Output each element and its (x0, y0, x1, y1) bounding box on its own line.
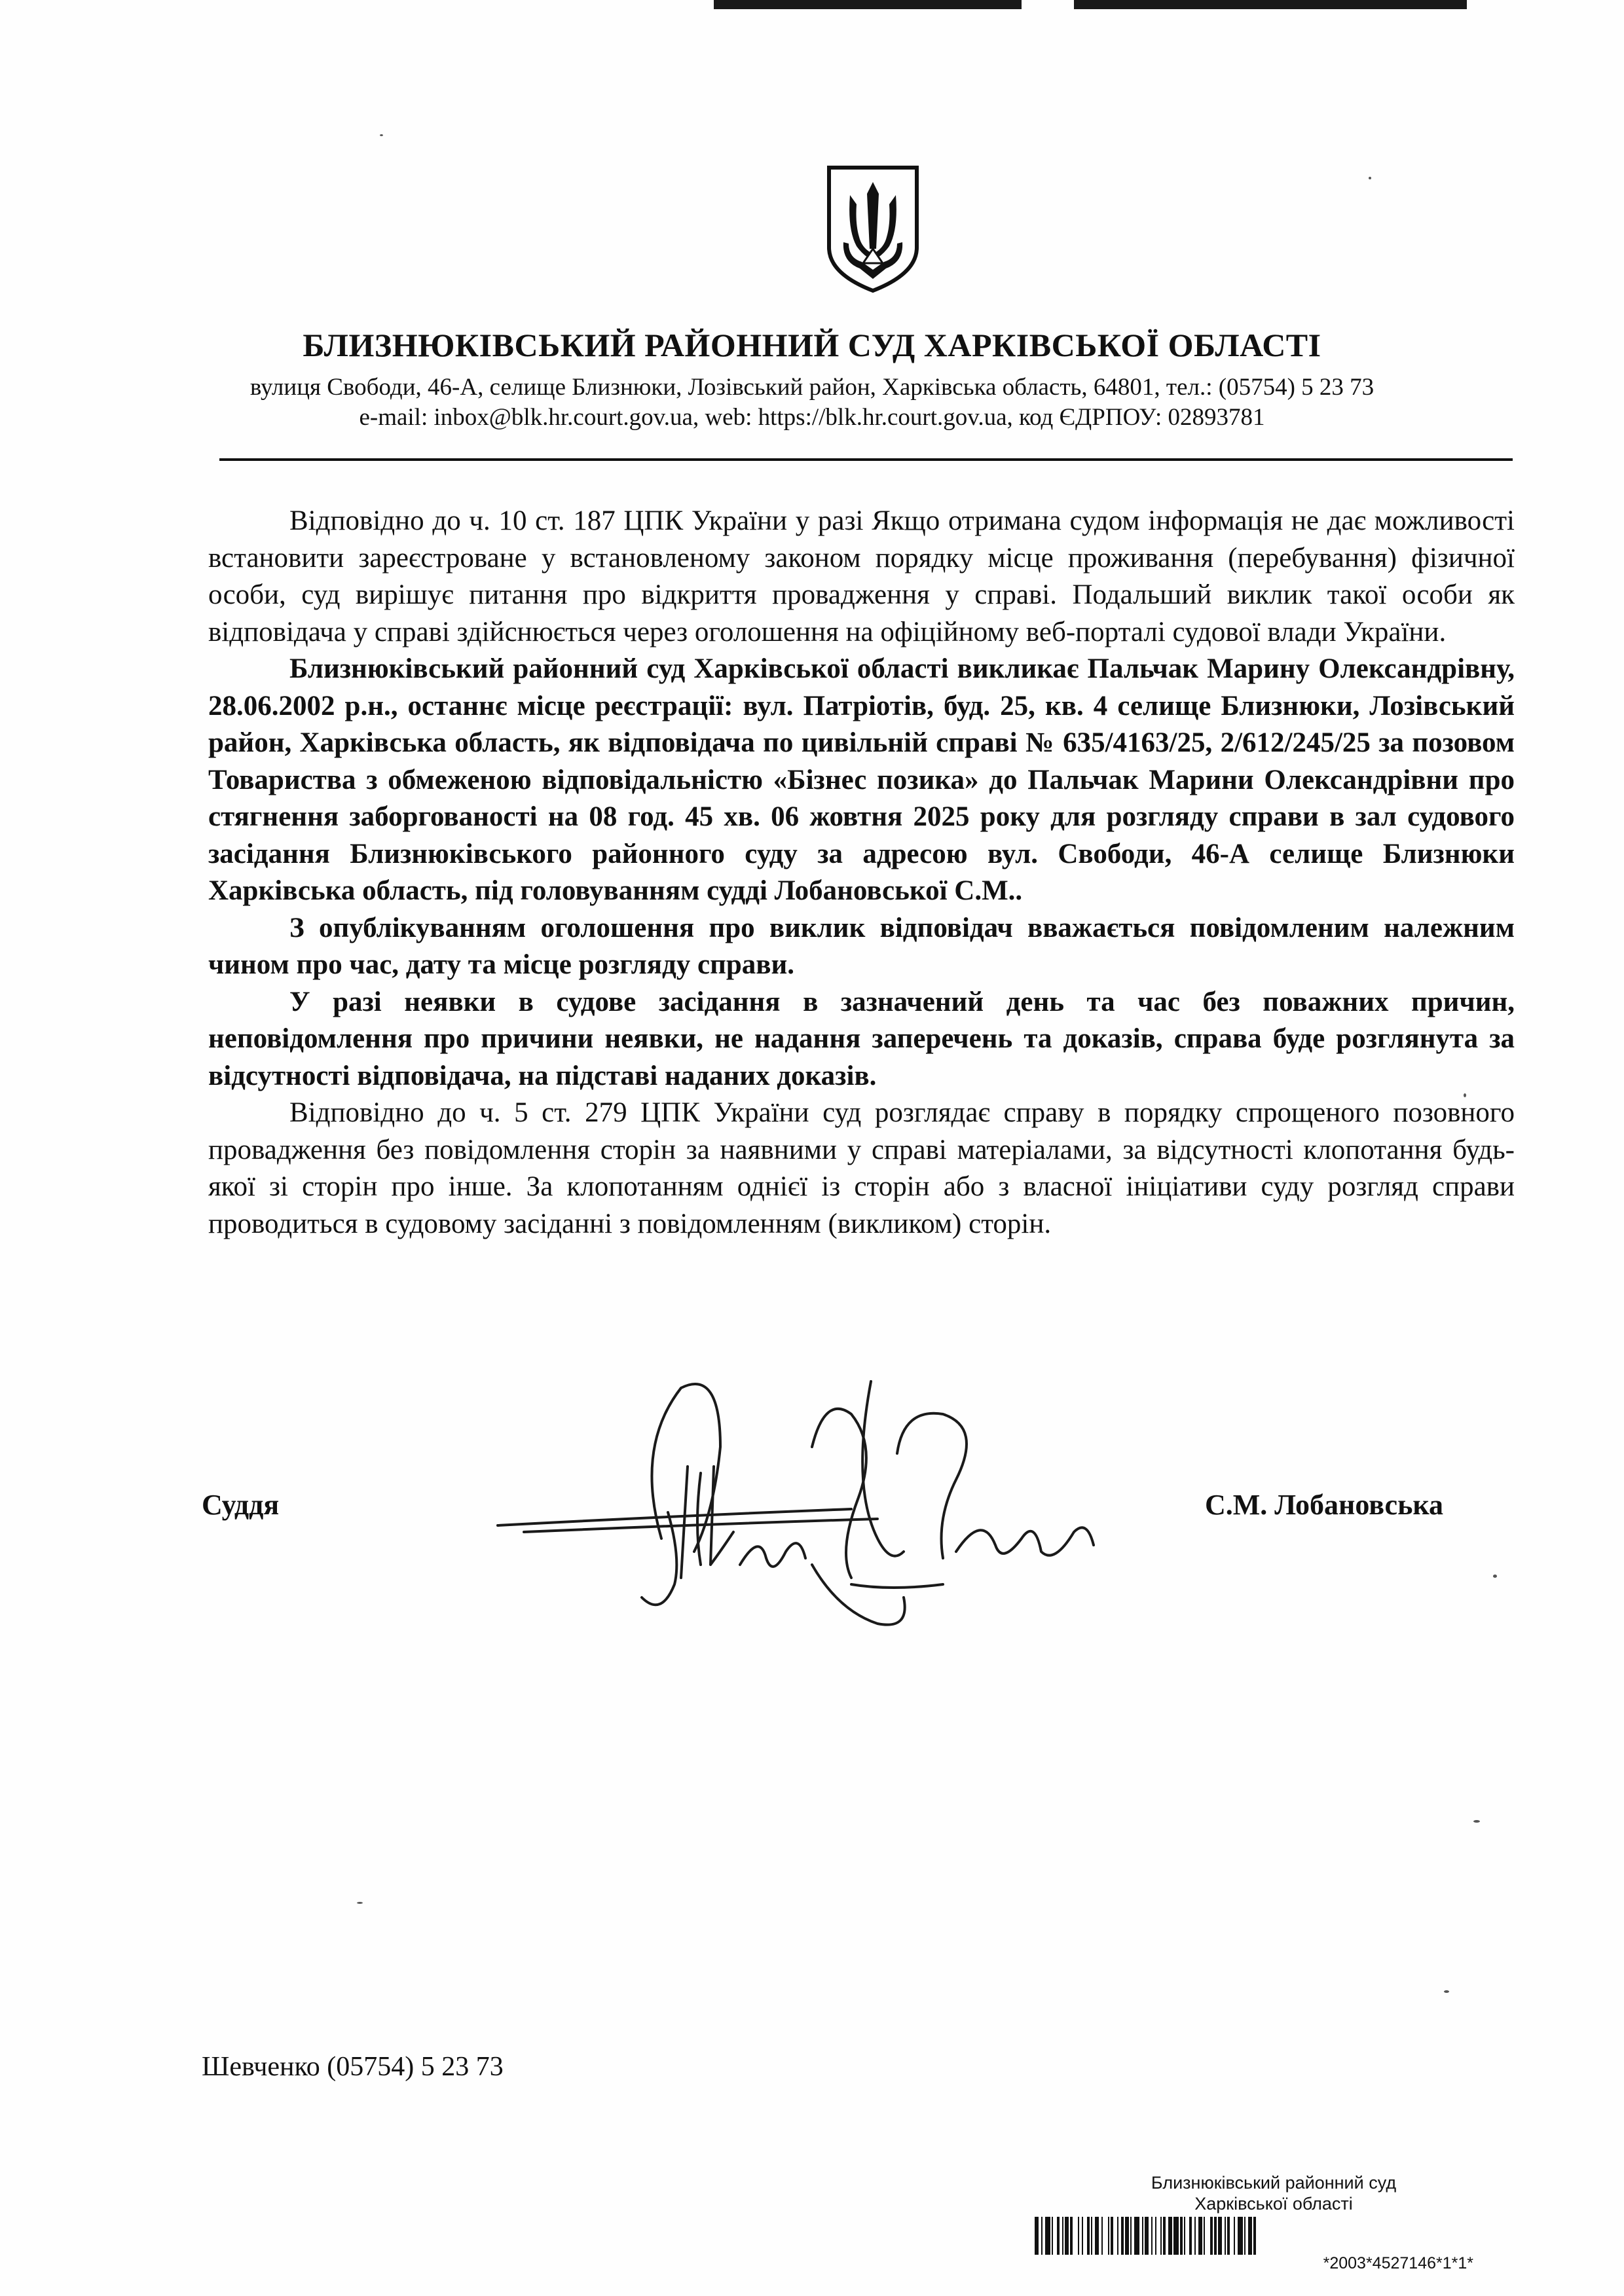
scan-speck (357, 1902, 363, 1904)
executor-contact: Шевченко (05754) 5 23 73 (202, 2052, 504, 2082)
court-name-heading: БЛИЗНЮКІВСЬКИЙ РАЙОННИЙ СУД ХАРКІВСЬКОЇ ОБЛАСТІ (303, 327, 1321, 363)
scan-speck (1473, 1820, 1480, 1823)
paragraph-legal-basis: Відповідно до ч. 10 ст. 187 ЦПК України у разі Якщо отримана судом інформація не дає можливості встановити зареєстроване у встановленому законом порядку місце проживання (перебування) фізичної особи, суд вирішує питання про відкриття провадження у справі. Подальший виклик такої особи як відповідача у справі здійснюється через оголошення на офіційному веб-порталі судової влади України. (208, 505, 1515, 647)
barcode-bar (1134, 2217, 1139, 2255)
stamp-court-name: Близнюківський районний суд (1151, 2173, 1397, 2193)
barcode-bar (1173, 2217, 1179, 2255)
scan-speck (1493, 1575, 1497, 1578)
paragraph-publication-notice: З опублікуванням оголошення про виклик відповідач вважається повідомленим належним чином про час, дату та місце розгляду справи. (208, 912, 1515, 980)
notice-body (208, 503, 1515, 1243)
barcode-bar (1238, 2217, 1243, 2255)
scan-speck (1464, 1093, 1466, 1097)
scan-speck (1369, 177, 1371, 179)
handwritten-signature (485, 1368, 1113, 1656)
scan-edge-mark-left (714, 0, 1022, 9)
stamp-region: Харківської області (1194, 2194, 1353, 2214)
paragraph-summons: Близнюківський районний суд Харківської області викликає Пальчак Марину Олександрівну, 28.06.2002 р.н., останнє місце реєстрації: вул. Патріотів, буд. 25, кв. 4 селище Близнюки, Лозівський район, Харківська область, як відповідача по цивільній справі № 635/4163/25, 2/612/245/25 за позовом Товариства з обмеженою відповідальністю «Бізнес позика» до Пальчак Марини Олександрівни про стягнення заборгованості на 08 год. 45 хв. 06 жовтня 2025 року для розгляду справи в зал судового засідання Близнюківського районного суду за адресою вул. Свободи, 46-А селище Близнюки Харківська область, під головуванням судді Лобановської С.М.. (208, 653, 1515, 906)
scan-speck (1444, 1990, 1449, 1993)
trident-coat-of-arms-icon (824, 164, 922, 295)
header-divider (219, 458, 1513, 461)
scan-speck (380, 134, 383, 136)
barcode-bar (1256, 2217, 1257, 2255)
paragraph-simplified-procedure: Відповідно до ч. 5 ст. 279 ЦПК України суд розглядає справу в порядку спрощеного позовного провадження без повідомлення сторін за наявними у справі матеріалами, за відсутності клопотання будь-якої зі сторін про інше. За клопотанням однієї із сторін або з власної ініціативи суду розгляд справи проводиться в судовому засіданні з повідомленням (викликом) сторін. (208, 1097, 1515, 1239)
barcode-bar (1205, 2217, 1210, 2255)
barcode-bar (1073, 2217, 1078, 2255)
court-contacts: e-mail: inbox@blk.hr.court.gov.ua, web: https://blk.hr.court.gov.ua, код ЄДРПОУ: 02893781 (359, 404, 1265, 431)
barcode-bar (1045, 2217, 1050, 2255)
judge-role-label: Суддя (202, 1489, 280, 1521)
scan-edge-mark-right (1074, 0, 1467, 9)
judge-name: С.М. Лобановська (1205, 1489, 1444, 1521)
registration-stamp (1035, 2172, 1513, 2272)
paragraph-absence-warning: У разі неявки в судове засідання в зазначений день та час без поважних причин, неповідомлення про причини неявки, не надання заперечень та доказів, справа буде розглянута за відсутності відповідача, на підставі наданих доказів. (208, 986, 1515, 1091)
barcode-icon (1035, 2217, 1513, 2255)
court-address: вулиця Свободи, 46-А, селище Близнюки, Лозівський район, Харківська область, 64801, тел.: (05754) 5 23 73 (249, 374, 1375, 401)
barcode-number: *2003*4527146*1*1* (1323, 2254, 1473, 2272)
barcode-bar (1103, 2217, 1108, 2255)
